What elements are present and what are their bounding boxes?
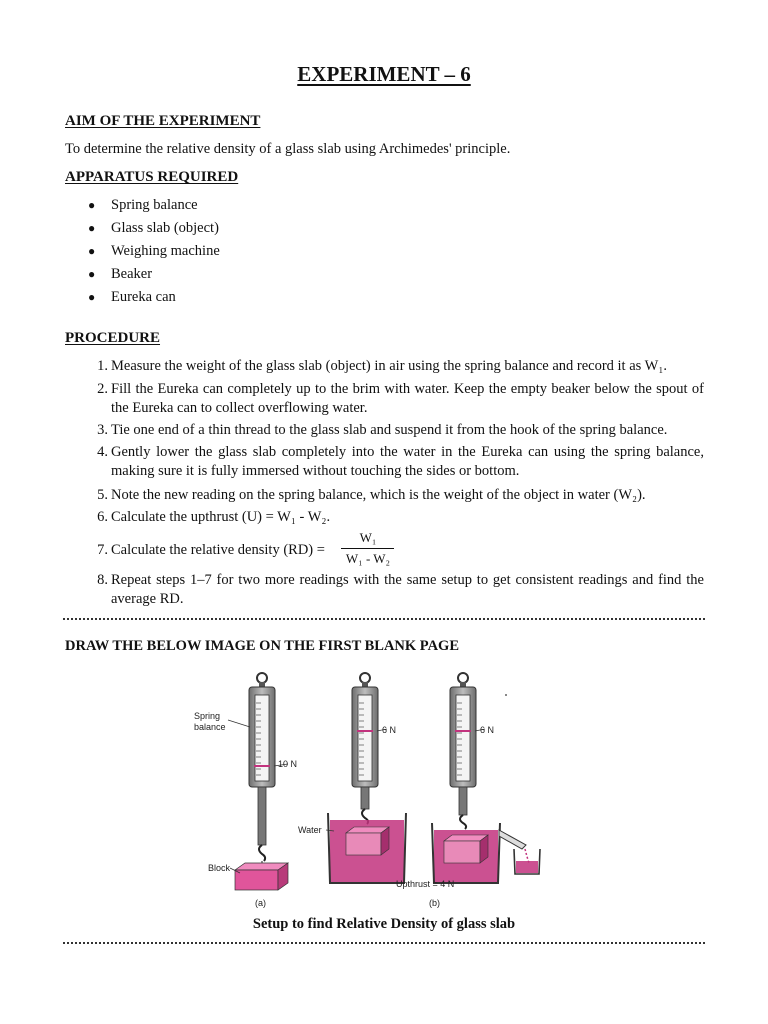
- procedure-heading: PROCEDURE: [65, 330, 161, 346]
- list-item: Eureka can: [111, 289, 176, 305]
- reading-a: 10 N: [278, 759, 298, 769]
- apparatus-heading: APPARATUS REQUIRED: [65, 169, 239, 185]
- bullet-icon: ●: [88, 244, 96, 258]
- aim-heading: AIM OF THE EXPERIMENT: [65, 113, 261, 129]
- step-number: 5.: [97, 487, 108, 503]
- step-text: Fill the Eureka can completely up to the brim with water. Keep the empty beaker below the spout of the Eureka can to collect overflowing water.: [111, 381, 704, 416]
- figure-caption: Setup to find Relative Density of glass slab: [252, 916, 516, 932]
- step-text: Measure the weight of the glass slab (object) in air using the spring balance and record it as W₁.: [111, 358, 668, 374]
- step-text: Note the new reading on the spring balance, which is the weight of the object in water (W₂).: [111, 487, 646, 503]
- label-spring: Spring: [194, 711, 221, 721]
- step-number: 2.: [97, 381, 108, 397]
- label-block: Block: [208, 863, 231, 873]
- dotted-divider-bottom: [63, 942, 705, 944]
- step-text: Calculate the relative density (RD) =: [111, 542, 325, 558]
- bullet-icon: ●: [88, 267, 96, 281]
- step-text: Gently lower the glass slab completely into the water in the Eureka can using the spring balance, making sure it is fully immersed without touching the sides or bottom.: [111, 444, 704, 479]
- step-number: 7.: [97, 542, 108, 558]
- draw-instruction: DRAW THE BELOW IMAGE ON THE FIRST BLANK PAGE: [65, 638, 460, 654]
- step-number: 4.: [97, 444, 108, 460]
- step-text: Tie one end of a thin thread to the glass slab and suspend it from the hook of the spring balance.: [111, 422, 668, 438]
- balance-b: [298, 673, 406, 883]
- fraction-numerator: W₁: [359, 530, 377, 545]
- step-number: 1.: [97, 358, 108, 374]
- list-item: Beaker: [111, 266, 153, 282]
- step-number: 8.: [97, 572, 108, 588]
- reading-b1: 6 N: [382, 725, 397, 735]
- list-item: Weighing machine: [111, 243, 220, 259]
- spring-balance-figure: [188, 665, 558, 910]
- fraction-denominator: W₁ - W₂: [345, 551, 391, 566]
- label-upthrust: Upthrust = 4 N: [396, 879, 455, 889]
- dotted-divider: [63, 618, 705, 620]
- list-item: Glass slab (object): [111, 220, 219, 236]
- step-number: 3.: [97, 422, 108, 438]
- reading-b2: 6 N: [480, 725, 495, 735]
- label-balance: balance: [194, 722, 226, 732]
- fraction-bar: [341, 548, 394, 549]
- bullet-icon: ●: [88, 221, 96, 235]
- step-text: Repeat steps 1–7 for two more readings with the same setup to get consistent readings and find the average RD.: [111, 572, 704, 607]
- bullet-icon: ●: [88, 290, 96, 304]
- experiment-title: EXPERIMENT – 6: [297, 62, 471, 86]
- list-item: Spring balance: [111, 197, 198, 213]
- label-b: (b): [429, 898, 440, 908]
- balance-c: [432, 673, 540, 883]
- step-text: Calculate the upthrust (U) = W₁ - W₂.: [111, 509, 331, 525]
- balance-a: [194, 673, 297, 908]
- step-number: 6.: [97, 509, 108, 525]
- label-a: (a): [255, 898, 266, 908]
- aim-text: To determine the relative density of a glass slab using Archimedes' principle.: [65, 141, 511, 157]
- label-water: Water: [298, 825, 322, 835]
- bullet-icon: ●: [88, 198, 96, 212]
